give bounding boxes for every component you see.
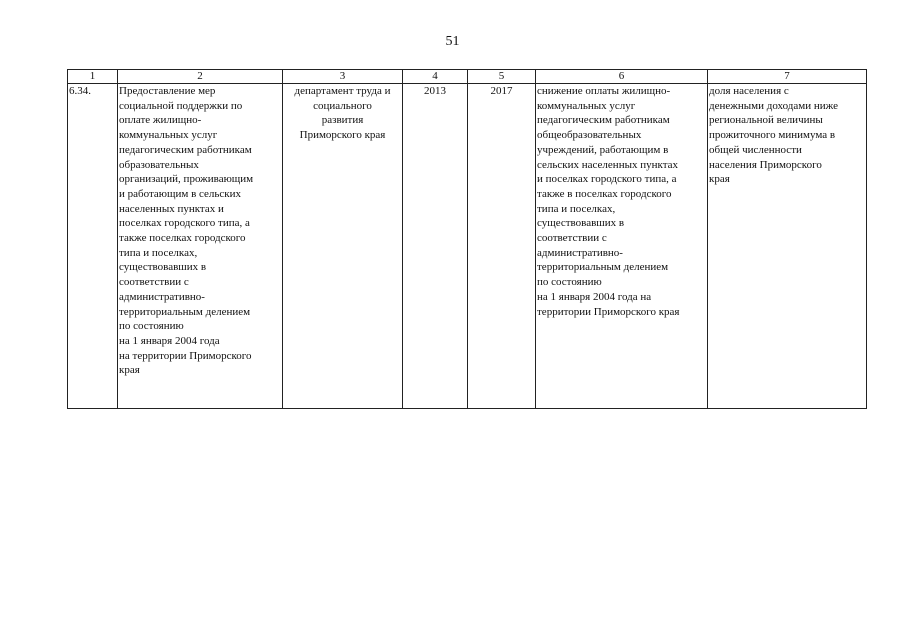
executor-line: развития [321, 114, 364, 127]
end-year-cell: 2017 [468, 84, 536, 409]
measure-line: территориальным делением [119, 305, 251, 318]
result-line: коммунальных услуг [537, 99, 636, 112]
measure-line: населенных пунктах и [119, 202, 224, 215]
indicator-line: доля населения с [709, 85, 789, 97]
start-year-cell: 2013 [403, 84, 468, 409]
measure-line: образовательных [119, 158, 199, 171]
page-number: 51 [445, 34, 460, 49]
result-line: сельских населенных пунктах [537, 158, 679, 171]
column-header-1: 1 [68, 70, 118, 84]
measure-line: педагогическим работникам [119, 143, 252, 156]
indicator-line: общей численности [709, 143, 802, 156]
measure-line: на 1 января 2004 года [119, 334, 220, 347]
program-measures-table [67, 69, 867, 409]
indicator-line: края [709, 173, 730, 186]
result-line: административно- [537, 246, 623, 259]
result-line: и поселках городского типа, а [537, 173, 677, 186]
measure-line: организаций, проживающим [119, 173, 254, 186]
result-line: территории Приморского края [537, 305, 680, 318]
column-header-7: 7 [708, 70, 867, 84]
row-number-cell: 6.34. [68, 84, 118, 409]
measure-line: оплате жилищно- [119, 114, 202, 127]
measure-line: и работающим в сельских [119, 187, 242, 200]
executor-line: социального [313, 99, 372, 112]
measure-line: административно- [119, 290, 205, 303]
measure-name-cell [118, 84, 283, 409]
executor-line: Приморского края [299, 129, 386, 142]
column-header-2: 2 [118, 70, 283, 84]
result-line: на 1 января 2004 года на [537, 290, 652, 303]
result-line: соответствии с [537, 232, 607, 245]
result-line: типа и поселках, [537, 202, 616, 215]
result-line: снижение оплаты жилищно- [537, 85, 671, 97]
measure-line: на территории Приморского [119, 349, 252, 362]
result-line: по состоянию [537, 276, 602, 289]
column-header-5: 5 [468, 70, 536, 84]
column-number-row [68, 70, 867, 84]
measure-line: социальной поддержки по [119, 99, 243, 112]
indicator-line: денежными доходами ниже [709, 99, 838, 112]
indicator-line: прожиточного минимума в [709, 129, 836, 142]
executor-cell [283, 84, 403, 409]
indicator-line: населения Приморского [709, 158, 822, 171]
result-line: учреждений, работающим в [537, 143, 669, 156]
expected-result-cell [536, 84, 708, 409]
measure-line: также поселках городского [119, 232, 246, 245]
column-header-4: 4 [403, 70, 468, 84]
indicator-line: региональной величины [709, 114, 823, 127]
measure-line: края [119, 364, 140, 377]
column-header-3: 3 [283, 70, 403, 84]
measure-line: соответствии с [119, 276, 189, 289]
result-line: общеобразовательных [537, 129, 642, 142]
result-line: существовавших в [537, 217, 625, 230]
measure-line: коммунальных услуг [119, 129, 218, 142]
result-line: также в поселках городского [537, 187, 672, 200]
result-line: педагогическим работникам [537, 114, 670, 127]
executor-line: департамент труда и [294, 85, 391, 97]
measure-line: существовавших в [119, 261, 207, 274]
measure-line: типа и поселках, [119, 246, 198, 259]
table-row [68, 84, 867, 409]
measure-line: по состоянию [119, 320, 184, 333]
indicator-cell [708, 84, 867, 409]
measure-line: Предоставление мер [119, 85, 216, 97]
result-line: территориальным делением [537, 261, 669, 274]
measure-line: поселках городского типа, а [119, 217, 250, 230]
column-header-6: 6 [536, 70, 708, 84]
